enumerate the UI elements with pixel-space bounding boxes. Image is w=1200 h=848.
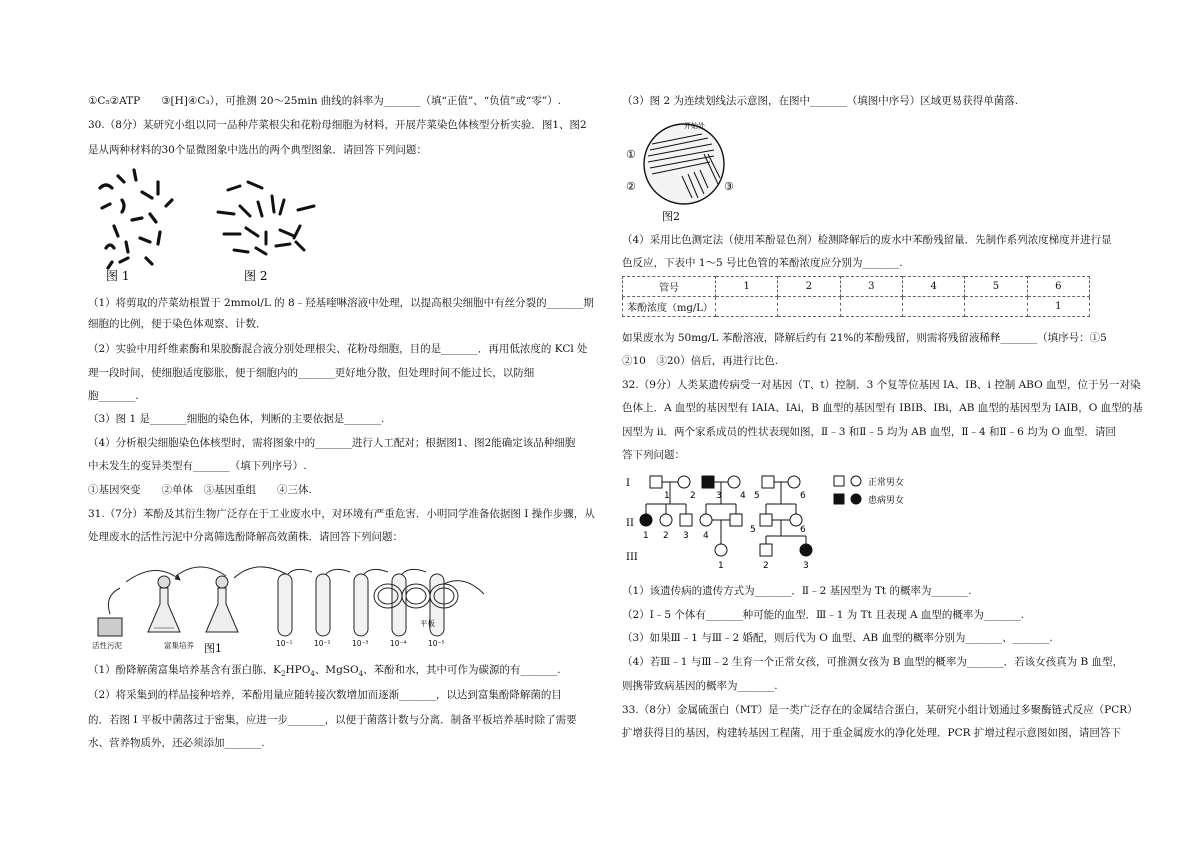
question-31-part-2c: 水、营养物质外，还必须添加_______. (88, 737, 265, 749)
ped-num: 3 (716, 491, 722, 501)
question-32-part-4a: （4）若Ⅲ﹣1 与Ⅲ﹣2 生育一个正常女孩，可推测女孩为 B 血型的概率为_______．若该女孩真为 B 血型， (622, 656, 1123, 668)
table-head-tube: 管号 (623, 277, 716, 297)
table-col-3: 3 (840, 277, 902, 297)
figure-2-label: 图 2 (244, 269, 268, 283)
figure-2-label-right: 图2 (662, 210, 680, 223)
question-32-part-3: （3）如果Ⅲ﹣1 与Ⅲ﹣2 婚配，则后代为 O 血型、AB 血型的概率分别为_______、_______. (622, 632, 1053, 644)
legend-affected: 患病男女 (868, 496, 905, 506)
table-row (623, 277, 1090, 297)
ped-num: 4 (703, 531, 709, 541)
question-32-stem-2: 色体上．A 血型的基因型有 IAIA、IAi，B 血型的基因型有 IBIB、IBi，AB 血型的基因型为 IAIB，O 血型的基 (622, 402, 1143, 414)
chromosome-figures (88, 162, 348, 284)
table-col-6: 6 (1027, 277, 1089, 297)
ped-num: 1 (718, 561, 724, 571)
ped-num: 3 (803, 561, 809, 571)
table-val-2 (778, 297, 840, 317)
region-1-mark: ① (626, 148, 636, 161)
generation-1-label: I (626, 478, 630, 489)
question-30-stem-1: 30.（8分）某研究小组以同一品种芹菜根尖和花粉母细胞为材料，开展芹菜染色体核型分析实验．图1、图2 (88, 119, 587, 131)
question-32-stem-4: 答下列问题： (622, 449, 685, 461)
question-30-options: ①基因突变 ②单体 ③基因重组 ④三体. (88, 484, 312, 496)
table-val-5 (965, 297, 1027, 317)
question-30-part-3: （3）图 1 是_______细胞的染色体，判断的主要依据是_______. (88, 413, 385, 425)
table-col-1: 1 (716, 277, 778, 297)
question-31-stem-1: 31.（7分）苯酚及其衍生物广泛存在于工业废水中，对环境有严重危害．小明同学准备依据图 I 操作步骤，从 (88, 508, 595, 520)
region-2-mark: ② (626, 180, 636, 193)
enrich-label: 富集培养 (164, 641, 194, 650)
dilution-label-3: 10⁻³ (352, 639, 369, 648)
flask-2 (206, 588, 238, 632)
question-32-stem-3: 因型为 ii．两个家系成员的性状表现如图，Ⅱ﹣3 和Ⅱ﹣5 均为 AB 血型，Ⅱ﹣4 和Ⅱ﹣6 均为 O 血型．请回 (622, 426, 1116, 438)
ped-num: 1 (664, 491, 670, 501)
figure-1-chromosomes (100, 170, 172, 268)
dilution-label-4: 10⁻⁴ (390, 639, 407, 648)
question-31-stem-2: 处理废水的活性污泥中分离筛选酚降解高效菌株．请回答下列问题： (88, 531, 403, 543)
question-32-part-4b: 则携带致病基因的概率为_______. (622, 680, 778, 692)
question-30-stem-2: 是从两种材料的30个显微图象中选出的两个典型图象．请回答下列问题： (88, 144, 427, 156)
table-val-6: 1 (1027, 297, 1089, 317)
enrichment-procedure-figure (88, 548, 488, 656)
ped-num: 5 (750, 525, 756, 535)
question-30-part-4a: （4）分析根尖细胞染色体核型时，需将图象中的_______进行人工配对；根据图1、图2能确定该品种细胞 (88, 437, 576, 449)
question-31-part-2b: 的．若图 I 平板中菌落过于密集，应进一步_______，以便于菌落计数与分离．制备平板培养基时除了需要 (88, 714, 577, 726)
ped-num: 5 (754, 491, 760, 501)
figure-2-chromosomes (218, 182, 314, 254)
sludge-label: 活性污泥 (92, 641, 122, 650)
concentration-table (622, 276, 1090, 317)
legend-normal: 正常男女 (868, 478, 905, 488)
ped-num: 4 (740, 491, 746, 501)
question-31-part-4d: ②10 ③20）倍后，再进行比色. (622, 355, 779, 367)
table-val-3 (840, 297, 902, 317)
question-31-part-2a: （2）将采集到的样品接种培养，苯酚用量应随转接次数增加而逐渐_______，以达到富集酚降解菌的目 (88, 689, 562, 701)
generation-3-label: III (626, 552, 638, 563)
generation-2-label: II (626, 518, 634, 529)
question-30-part-4b: 中未发生的变异类型有_______（填下列序号）. (88, 460, 307, 472)
question-31-part-4b: 色反应，下表中 1～5 号比色管的苯酚浓度应分别为_______. (622, 257, 903, 269)
question-33-stem-2: 扩增获得目的基因，构建转基因工程菌，用于重金属废水的净化处理．PCR 扩增过程示意图如图，请回答下 (622, 727, 1121, 739)
question-30-part-1b: 细胞的比例，便于染色体观察、计数． (88, 318, 267, 330)
question-31-part-4c: 如果废水为 50mg/L 苯酚溶液，降解后约有 21%的苯酚残留，则需将残留液稀释_______（填序号：①5 (622, 332, 1107, 344)
ped-num: 6 (800, 491, 806, 501)
question-31-part-3: （3）图 2 为连续划线法示意图，在图中_______（填图中序号）区域更易获得单菌落. (622, 95, 1019, 107)
ped-num: 1 (643, 531, 649, 541)
region-3-mark: ③ (724, 180, 734, 193)
flask-1 (148, 588, 180, 632)
question-29-tail: ①C₅②ATP ③[H]④C₃），可推测 20～25min 曲线的斜率为_______（填“正值”、“负值”或“零”）. (88, 95, 562, 107)
table-head-concentration: 苯酚浓度（mg/L） (623, 297, 716, 317)
table-col-4: 4 (902, 277, 964, 297)
table-col-5: 5 (965, 277, 1027, 297)
question-31-part-1: （1）酚降解菌富集培养基含有蛋白胨、$K_2HPO_4$、MgSO$_4$、苯酚和水，其中可作为碳源的有_______. (88, 664, 561, 679)
question-30-part-1a: （1）将剪取的芹菜幼根置于 2mmol/L 的 8﹣羟基喹啉溶液中处理，以提高根尖细胞中有丝分裂的_______期 (88, 297, 594, 309)
question-31-part-4a: （4）采用比色测定法（使用苯酚显色剂）检测降解后的废水中苯酚残留量．先制作系列浓度梯度并进行显 (622, 234, 1112, 246)
plates (374, 584, 458, 608)
dilution-label-5: 10⁻⁵ (428, 639, 445, 648)
question-32-part-2: （2）Ⅰ﹣5 个体有_______种可能的血型．Ⅲ﹣1 为 Tt 且表现 A 血型的概率为_______. (622, 609, 1024, 621)
ped-num: 6 (800, 525, 806, 535)
start-label: 开始处 (684, 122, 705, 130)
question-30-part-2b: 理一段时间，使细胞适度膨胀，便于细胞内的_______更好地分散，但处理时间不能过长，以防细 (88, 367, 535, 379)
table-val-4 (902, 297, 964, 317)
question-32-stem-1: 32.（9分）人类某遗传病受一对基因（T、t）控制．3 个复等位基因 IA、IB、i 控制 ABO 血型，位于另一对染 (622, 379, 1141, 391)
question-30-part-2c: 胞_______. (88, 390, 139, 402)
question-33-stem-1: 33.（8分）金属硫蛋白（MT）是一类广泛存在的金属结合蛋白，某研究小组计划通过多聚酶链式反应（PCR） (622, 704, 1138, 716)
dilution-label-2: 10⁻² (314, 639, 331, 648)
ped-num: 2 (690, 491, 696, 501)
question-30-part-2a: （2）实验中用纤维素酶和果胶酶混合液分别处理根尖、花粉母细胞，目的是_______．再用低浓度的 KCl 处 (88, 343, 588, 355)
question-32-part-1: （1）该遗传病的遗传方式为_______．Ⅱ﹣2 基因型为 Tt 的概率为_______. (622, 585, 972, 597)
table-row (623, 297, 1090, 317)
sludge-beaker (98, 618, 122, 636)
plate-label: 平板 (420, 619, 435, 628)
dilution-label-1: 10⁻¹ (276, 639, 293, 648)
figure-1-label: 图 1 (106, 269, 130, 283)
figure-31-label: 图1 (204, 642, 222, 655)
table-col-2: 2 (778, 277, 840, 297)
pedigree-chart (622, 468, 952, 580)
ped-num: 2 (763, 561, 769, 571)
ped-num: 3 (683, 531, 689, 541)
streak-plate-figure (622, 114, 742, 224)
table-val-1 (716, 297, 778, 317)
ped-num: 2 (663, 531, 669, 541)
